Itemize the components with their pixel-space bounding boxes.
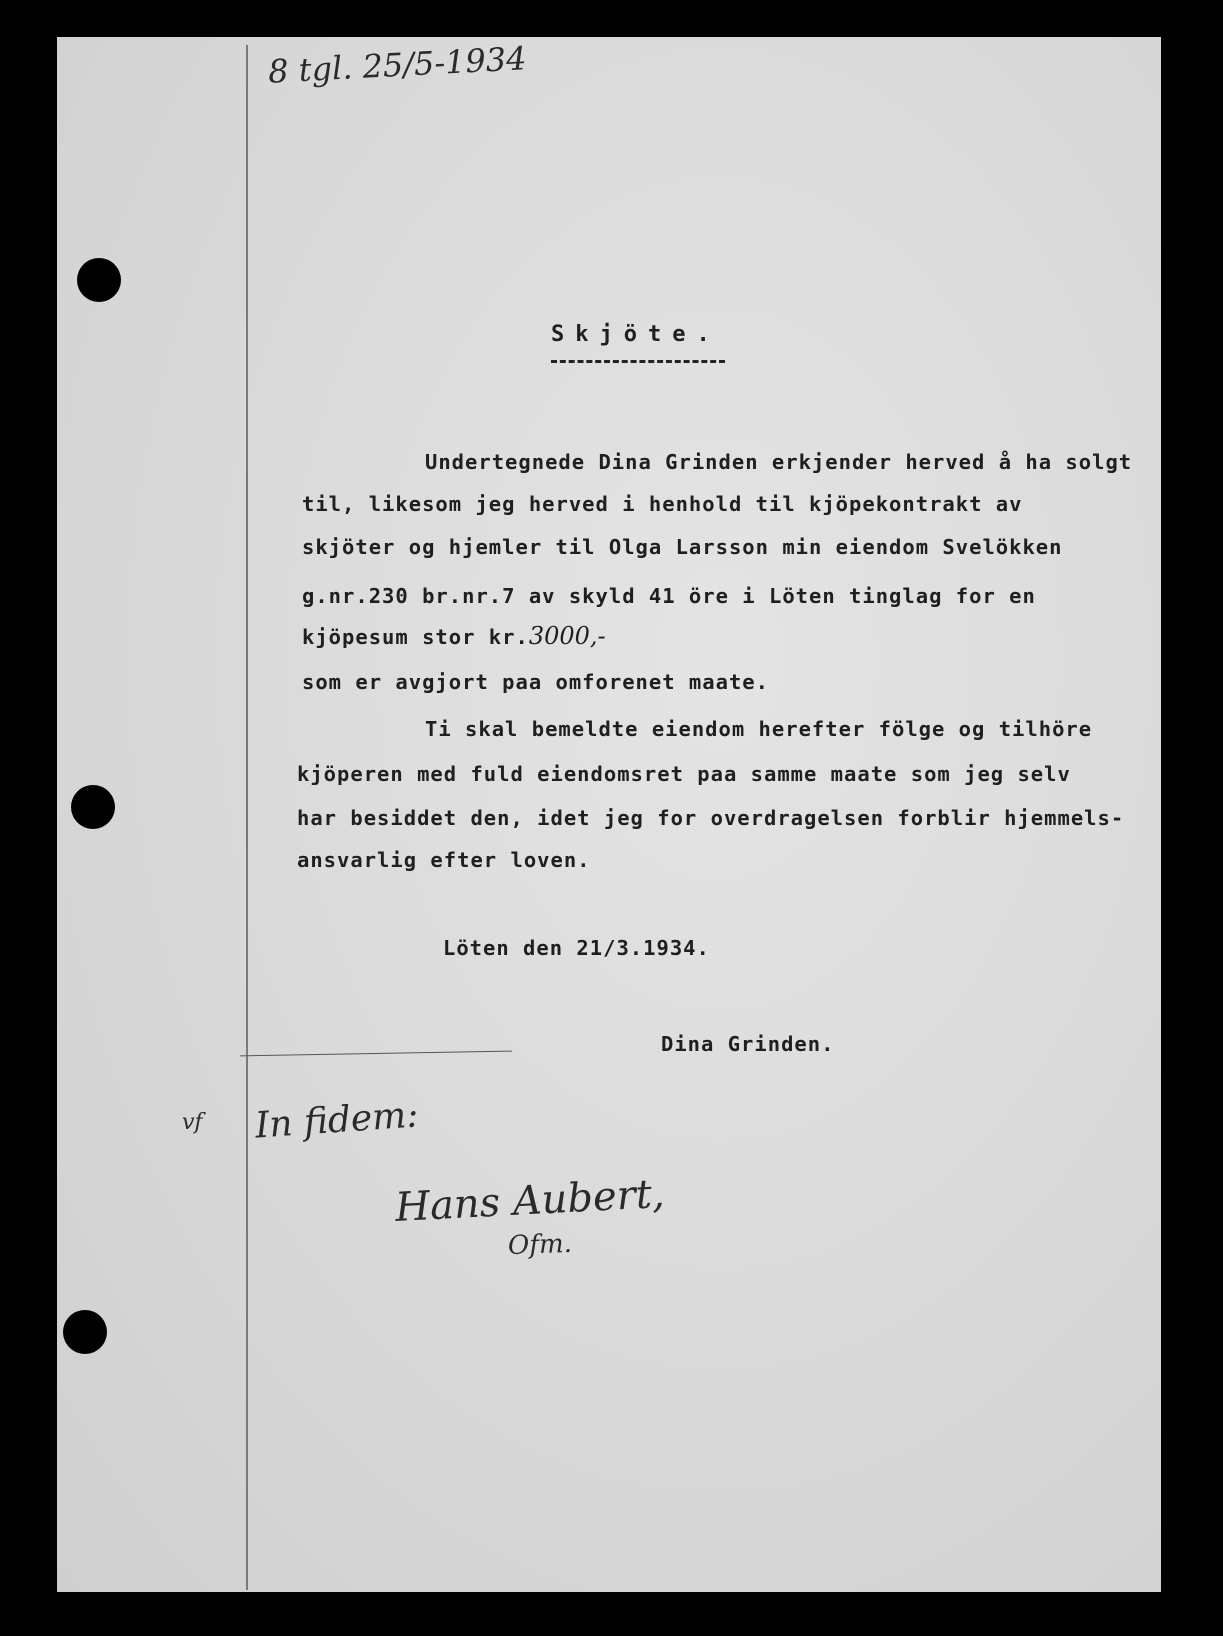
body-line: kjöperen med fuld eiendomsret paa samme maate som jeg selv (297, 762, 1071, 786)
punch-hole (77, 258, 121, 302)
body-line: Ti skal bemeldte eiendom herefter fölge og tilhöre (425, 717, 1093, 741)
body-line: ansvarlig efter loven. (297, 848, 591, 872)
body-line: Undertegnede Dina Grinden erkjender herved å ha solgt (425, 450, 1133, 474)
body-line: har besiddet den, idet jeg for overdragelsen forblir hjemmels- (297, 806, 1125, 830)
price-prefix: kjöpesum stor kr. (302, 625, 529, 649)
body-line: til, likesom jeg herved i henhold til kjöpekontrakt av (302, 492, 1023, 516)
body-line: skjöter og hjemler til Olga Larsson min eiendom Svelökken (302, 535, 1063, 559)
official-title: Ofm. (507, 1228, 573, 1262)
margin-mark: vf (182, 1110, 203, 1135)
document-title: Skjöte. (551, 322, 721, 347)
seller-signature: Dina Grinden. (661, 1032, 835, 1056)
title-underline (551, 360, 725, 363)
official-signature: Hans Aubert, (393, 1170, 666, 1232)
punch-hole (71, 785, 115, 829)
header-annotation: 8 tgl. 25/5-1934 (267, 39, 528, 91)
punch-hole (63, 1310, 107, 1354)
handwritten-amount: 3000,- (528, 622, 606, 650)
price-line (302, 622, 606, 650)
body-line: som er avgjort paa omforenet maate. (302, 670, 769, 694)
margin-rule (246, 45, 248, 1590)
place-date: Löten den 21/3.1934. (443, 936, 710, 960)
body-line: g.nr.230 br.nr.7 av skyld 41 öre i Löten tinglag for en (302, 584, 1036, 608)
witness-heading: In fidem: (253, 1094, 420, 1147)
